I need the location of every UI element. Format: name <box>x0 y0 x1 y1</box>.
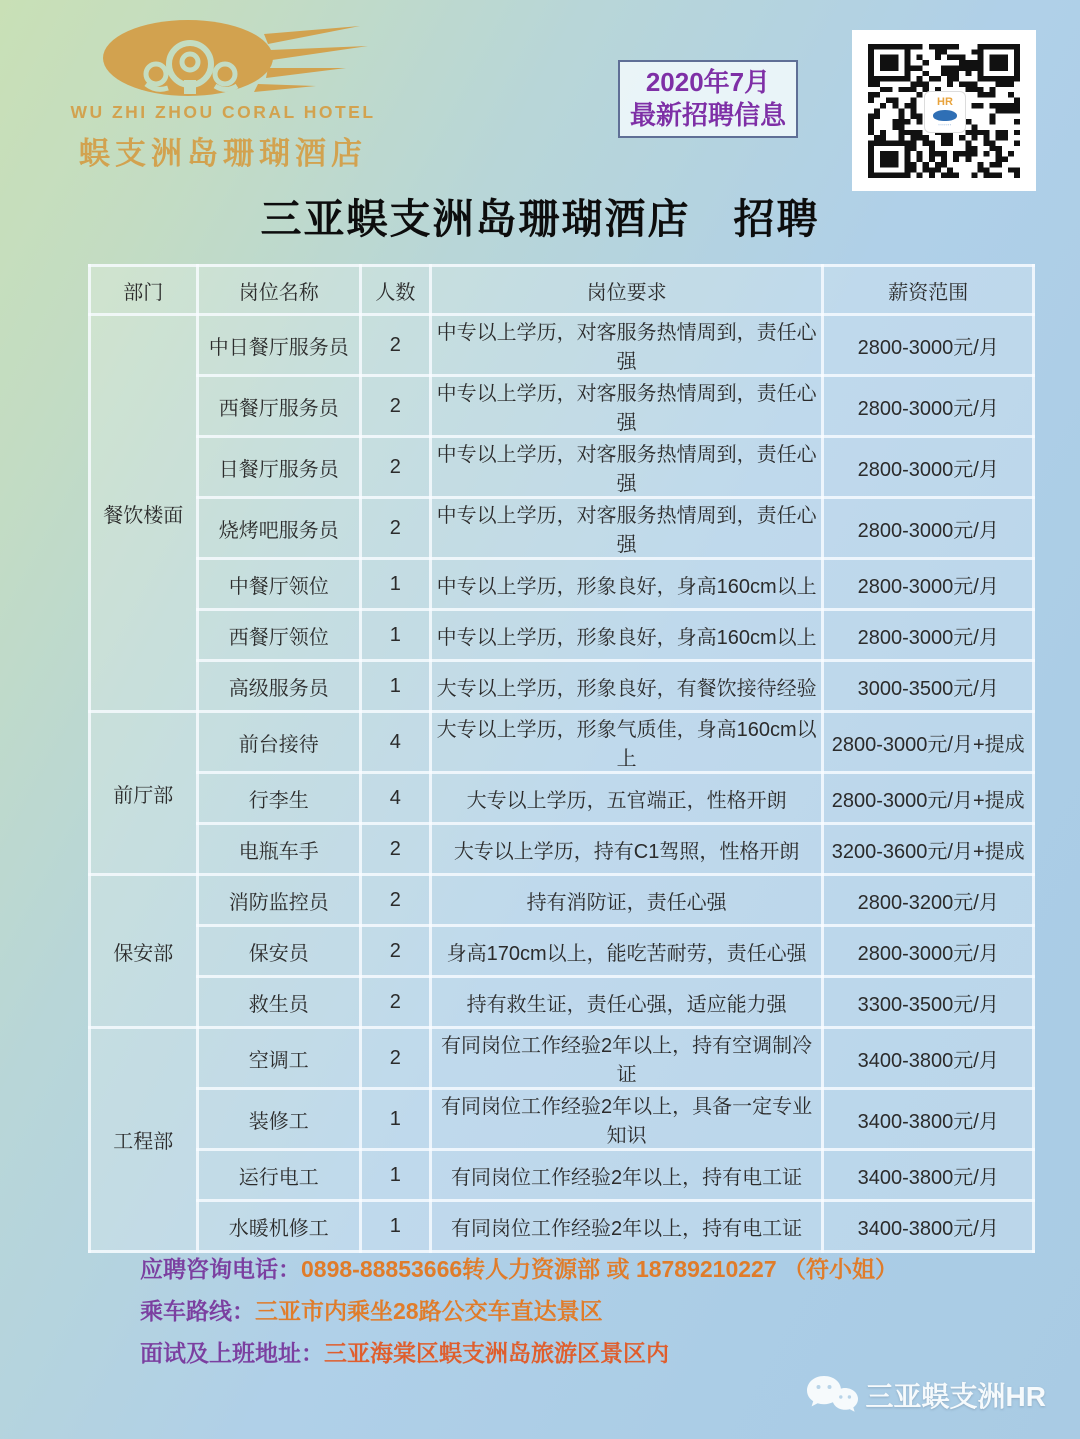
table-row <box>90 773 1034 824</box>
phone-label: 应聘咨询电话： <box>140 1256 301 1282</box>
position-cell: 救生员 <box>197 977 360 1028</box>
table-row <box>90 977 1034 1028</box>
position-cell: 行李生 <box>197 773 360 824</box>
count-cell: 4 <box>360 712 430 773</box>
route-label: 乘车路线： <box>140 1298 255 1324</box>
table-row <box>90 498 1034 559</box>
count-cell: 2 <box>360 926 430 977</box>
count-cell: 4 <box>360 773 430 824</box>
position-cell: 前台接待 <box>197 712 360 773</box>
header-position: 岗位名称 <box>197 266 360 315</box>
count-cell: 1 <box>360 661 430 712</box>
position-cell: 中日餐厅服务员 <box>197 315 360 376</box>
position-cell: 消防监控员 <box>197 875 360 926</box>
salary-cell: 2800-3000元/月 <box>823 610 1034 661</box>
contact-address-line <box>140 1332 898 1374</box>
count-cell: 2 <box>360 1028 430 1089</box>
salary-cell: 3200-3600元/月+提成 <box>823 824 1034 875</box>
salary-cell: 3400-3800元/月 <box>823 1089 1034 1150</box>
count-cell: 2 <box>360 315 430 376</box>
position-cell: 日餐厅服务员 <box>197 437 360 498</box>
salary-cell: 2800-3000元/月 <box>823 498 1034 559</box>
position-cell: 水暖机修工 <box>197 1201 360 1252</box>
table-row <box>90 661 1034 712</box>
table-row <box>90 559 1034 610</box>
count-cell: 2 <box>360 437 430 498</box>
table-row <box>90 437 1034 498</box>
salary-cell: 2800-3000元/月 <box>823 559 1034 610</box>
requirements-cell: 有同岗位工作经验2年以上，持有空调制冷证 <box>430 1028 823 1089</box>
address-value: 三亚海棠区蜈支洲岛旅游区景区内 <box>324 1340 669 1366</box>
position-cell: 电瓶车手 <box>197 824 360 875</box>
count-cell: 2 <box>360 875 430 926</box>
requirements-cell: 中专以上学历，对客服务热情周到，责任心强 <box>430 376 823 437</box>
table-row <box>90 315 1034 376</box>
header-department: 部门 <box>90 266 198 315</box>
requirements-cell: 大专以上学历，持有C1驾照，性格开朗 <box>430 824 823 875</box>
page-title: 三亚蜈支洲岛珊瑚酒店 招聘 <box>260 196 820 242</box>
table-header-row <box>90 266 1034 315</box>
count-cell: 2 <box>360 376 430 437</box>
requirements-cell: 有同岗位工作经验2年以上，具备一定专业知识 <box>430 1089 823 1150</box>
salary-cell: 2800-3000元/月 <box>823 315 1034 376</box>
requirements-cell: 持有救生证，责任心强，适应能力强 <box>430 977 823 1028</box>
contact-route-line <box>140 1290 898 1332</box>
qr-logo-cloud-icon <box>933 110 957 121</box>
header-count: 人数 <box>360 266 430 315</box>
hotel-name-english: WU ZHI ZHOU CORAL HOTEL <box>70 102 376 122</box>
salary-cell: 2800-3000元/月+提成 <box>823 773 1034 824</box>
requirements-cell: 身高170cm以上，能吃苦耐劳，责任心强 <box>430 926 823 977</box>
position-cell: 装修工 <box>197 1089 360 1150</box>
requirements-cell: 中专以上学历，形象良好，身高160cm以上 <box>430 559 823 610</box>
table-row <box>90 1150 1034 1201</box>
table-row <box>90 712 1034 773</box>
department-cell: 前厅部 <box>90 712 198 875</box>
salary-cell: 2800-3000元/月 <box>823 437 1034 498</box>
badge-line2: 最新招聘信息 <box>629 100 786 130</box>
count-cell: 1 <box>360 559 430 610</box>
requirements-cell: 中专以上学历，对客服务热情周到，责任心强 <box>430 315 823 376</box>
count-cell: 2 <box>360 977 430 1028</box>
requirements-cell: 中专以上学历，对客服务热情周到，责任心强 <box>430 498 823 559</box>
contact-block <box>140 1248 898 1374</box>
header-salary: 薪资范围 <box>823 266 1034 315</box>
count-cell: 2 <box>360 824 430 875</box>
position-cell: 西餐厅服务员 <box>197 376 360 437</box>
requirements-cell: 有同岗位工作经验2年以上，持有电工证 <box>430 1150 823 1201</box>
position-cell: 运行电工 <box>197 1150 360 1201</box>
header-requirements: 岗位要求 <box>430 266 823 315</box>
requirements-cell: 大专以上学历，形象气质佳，身高160cm以上 <box>430 712 823 773</box>
salary-cell: 3300-3500元/月 <box>823 977 1034 1028</box>
contact-phone-line <box>140 1248 898 1290</box>
table-row <box>90 1028 1034 1089</box>
address-label: 面试及上班地址： <box>140 1340 324 1366</box>
hotel-name-chinese: 蜈支洲岛珊瑚酒店 <box>79 136 367 171</box>
position-cell: 烧烤吧服务员 <box>197 498 360 559</box>
table-row <box>90 1089 1034 1150</box>
count-cell: 1 <box>360 1150 430 1201</box>
phone-value: 0898-88853666转人力资源部 或 18789210227 （符小姐） <box>301 1256 899 1282</box>
qr-logo-text: HR <box>937 95 953 108</box>
position-cell: 西餐厅领位 <box>197 610 360 661</box>
requirements-cell: 大专以上学历，形象良好，有餐饮接待经验 <box>430 661 823 712</box>
count-cell: 1 <box>360 610 430 661</box>
table-row <box>90 376 1034 437</box>
position-cell: 高级服务员 <box>197 661 360 712</box>
table-row <box>90 926 1034 977</box>
department-cell: 保安部 <box>90 875 198 1028</box>
table-row <box>90 824 1034 875</box>
jobs-table <box>88 264 1035 1253</box>
table-row <box>90 875 1034 926</box>
qr-logo-caption: ◦◦◦◦◦◦◦ <box>938 121 952 127</box>
wechat-icon <box>806 1374 858 1416</box>
wechat-watermark <box>806 1374 1046 1416</box>
requirements-cell: 中专以上学历，形象良好，身高160cm以上 <box>430 610 823 661</box>
requirements-cell: 持有消防证，责任心强 <box>430 875 823 926</box>
route-value: 三亚市内乘坐28路公交车直达景区 <box>255 1298 603 1324</box>
salary-cell: 2800-3000元/月 <box>823 376 1034 437</box>
requirements-cell: 大专以上学历，五官端正，性格开朗 <box>430 773 823 824</box>
watermark-label: 三亚蜈支洲HR <box>865 1381 1046 1412</box>
qr-center-logo <box>924 91 966 133</box>
count-cell: 1 <box>360 1089 430 1150</box>
qr-code-box <box>852 30 1036 191</box>
department-cell: 餐饮楼面 <box>90 315 198 712</box>
salary-cell: 3400-3800元/月 <box>823 1028 1034 1089</box>
salary-cell: 3400-3800元/月 <box>823 1150 1034 1201</box>
salary-cell: 2800-3000元/月+提成 <box>823 712 1034 773</box>
requirements-cell: 中专以上学历，对客服务热情周到，责任心强 <box>430 437 823 498</box>
position-cell: 中餐厅领位 <box>197 559 360 610</box>
salary-cell: 2800-3200元/月 <box>823 875 1034 926</box>
salary-cell: 3400-3800元/月 <box>823 1201 1034 1252</box>
position-cell: 保安员 <box>197 926 360 977</box>
hotel-logo <box>38 18 408 173</box>
salary-cell: 3000-3500元/月 <box>823 661 1034 712</box>
count-cell: 2 <box>360 498 430 559</box>
salary-cell: 2800-3000元/月 <box>823 926 1034 977</box>
count-cell: 1 <box>360 1201 430 1252</box>
requirements-cell: 有同岗位工作经验2年以上，持有电工证 <box>430 1201 823 1252</box>
cloud-comet-logo-icon <box>68 18 378 100</box>
position-cell: 空调工 <box>197 1028 360 1089</box>
table-row <box>90 610 1034 661</box>
table-row <box>90 1201 1034 1252</box>
department-cell: 工程部 <box>90 1028 198 1252</box>
recruitment-month-badge <box>618 60 798 138</box>
badge-line1: 2020年7月 <box>645 67 771 97</box>
